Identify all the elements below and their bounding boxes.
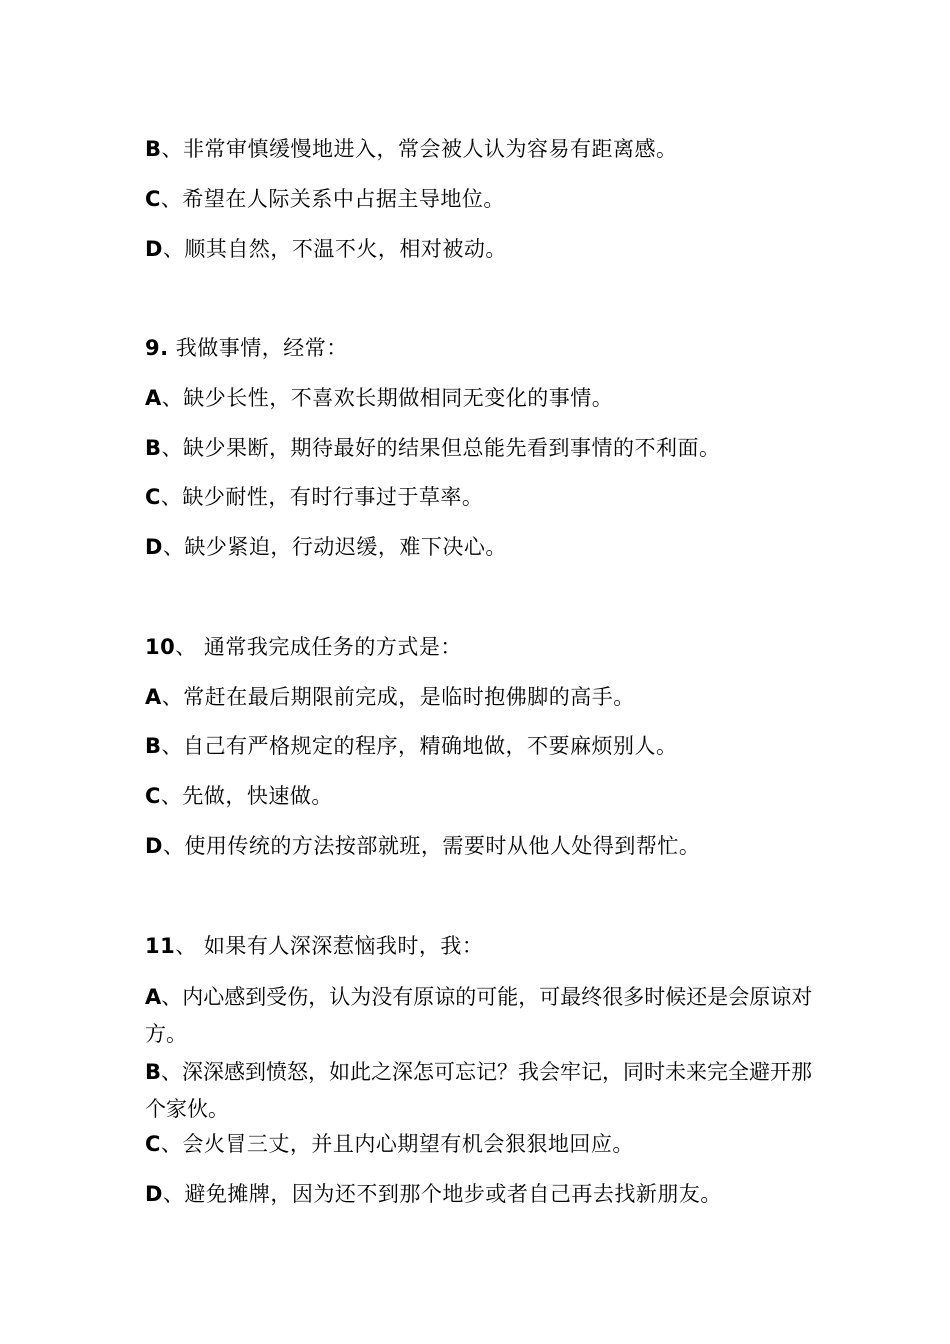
option-label: C bbox=[145, 784, 161, 808]
option-text: 、缺少果断，期待最好的结果但总能先看到事情的不利面。 bbox=[161, 436, 721, 460]
question-number: 10 bbox=[145, 635, 176, 659]
option-label: A bbox=[145, 386, 162, 410]
option-text: 、希望在人际关系中占据主导地位。 bbox=[160, 187, 505, 211]
question-9-title bbox=[145, 333, 348, 363]
option-d bbox=[145, 1179, 722, 1209]
option-text: 、缺少紧迫，行动迟缓，难下决心。 bbox=[162, 535, 507, 559]
question-prompt: 我做事情，经常： bbox=[168, 336, 348, 360]
option-label: D bbox=[145, 1182, 163, 1206]
question-prompt: 、 通常我完成任务的方式是： bbox=[175, 635, 462, 659]
option-text: 、深深感到愤怒，如此之深怎可忘记？我会牢记，同时未来完全避开那个家伙。 bbox=[145, 1060, 813, 1121]
option-label: B bbox=[145, 734, 162, 758]
option-c bbox=[145, 781, 333, 811]
option-label: B bbox=[145, 436, 162, 460]
option-label: D bbox=[145, 834, 163, 858]
question-10-title bbox=[145, 632, 462, 662]
option-label: C bbox=[145, 187, 161, 211]
option-text: 、非常审慎缓慢地进入，常会被人认为容易有距离感。 bbox=[161, 137, 678, 161]
option-label: C bbox=[145, 485, 161, 509]
option-d bbox=[145, 532, 507, 562]
option-b bbox=[145, 134, 678, 164]
question-number: 9. bbox=[145, 336, 169, 360]
question-number: 11 bbox=[145, 934, 176, 958]
option-label: D bbox=[145, 535, 163, 559]
option-text: 、缺少长性，不喜欢长期做相同无变化的事情。 bbox=[161, 386, 614, 410]
option-text: 、内心感到受伤，认为没有原谅的可能，可最终很多时候还是会原谅对方。 bbox=[145, 985, 813, 1046]
option-b bbox=[145, 1054, 815, 1128]
option-text: 、顺其自然，不温不火，相对被动。 bbox=[162, 237, 507, 261]
option-label: A bbox=[145, 985, 162, 1009]
option-text: 、先做，快速做。 bbox=[160, 784, 333, 808]
option-text: 、常赶在最后期限前完成，是临时抱佛脚的高手。 bbox=[161, 685, 635, 709]
option-label: A bbox=[145, 685, 162, 709]
option-text: 、自己有严格规定的程序，精确地做，不要麻烦别人。 bbox=[161, 734, 678, 758]
question-prompt: 、 如果有人深深惹恼我时，我： bbox=[175, 934, 484, 958]
option-c bbox=[145, 482, 483, 512]
option-label: B bbox=[145, 137, 162, 161]
option-b bbox=[145, 433, 721, 463]
option-a bbox=[145, 383, 613, 413]
option-b bbox=[145, 731, 678, 761]
option-label: C bbox=[145, 1132, 161, 1156]
option-c bbox=[145, 184, 505, 214]
option-d bbox=[145, 234, 507, 264]
option-text: 、避免摊牌，因为还不到那个地步或者自己再去找新朋友。 bbox=[162, 1182, 722, 1206]
option-a bbox=[145, 682, 635, 712]
option-text: 、缺少耐性，有时行事过于草率。 bbox=[160, 485, 484, 509]
option-label: B bbox=[145, 1060, 162, 1084]
question-11-title bbox=[145, 931, 483, 961]
option-d bbox=[145, 831, 700, 861]
option-label: D bbox=[145, 237, 163, 261]
option-c bbox=[145, 1129, 634, 1159]
option-text: 、使用传统的方法按部就班，需要时从他人处得到帮忙。 bbox=[162, 834, 701, 858]
option-a bbox=[145, 979, 815, 1053]
option-text: 、会火冒三丈，并且内心期望有机会狠狠地回应。 bbox=[160, 1132, 634, 1156]
